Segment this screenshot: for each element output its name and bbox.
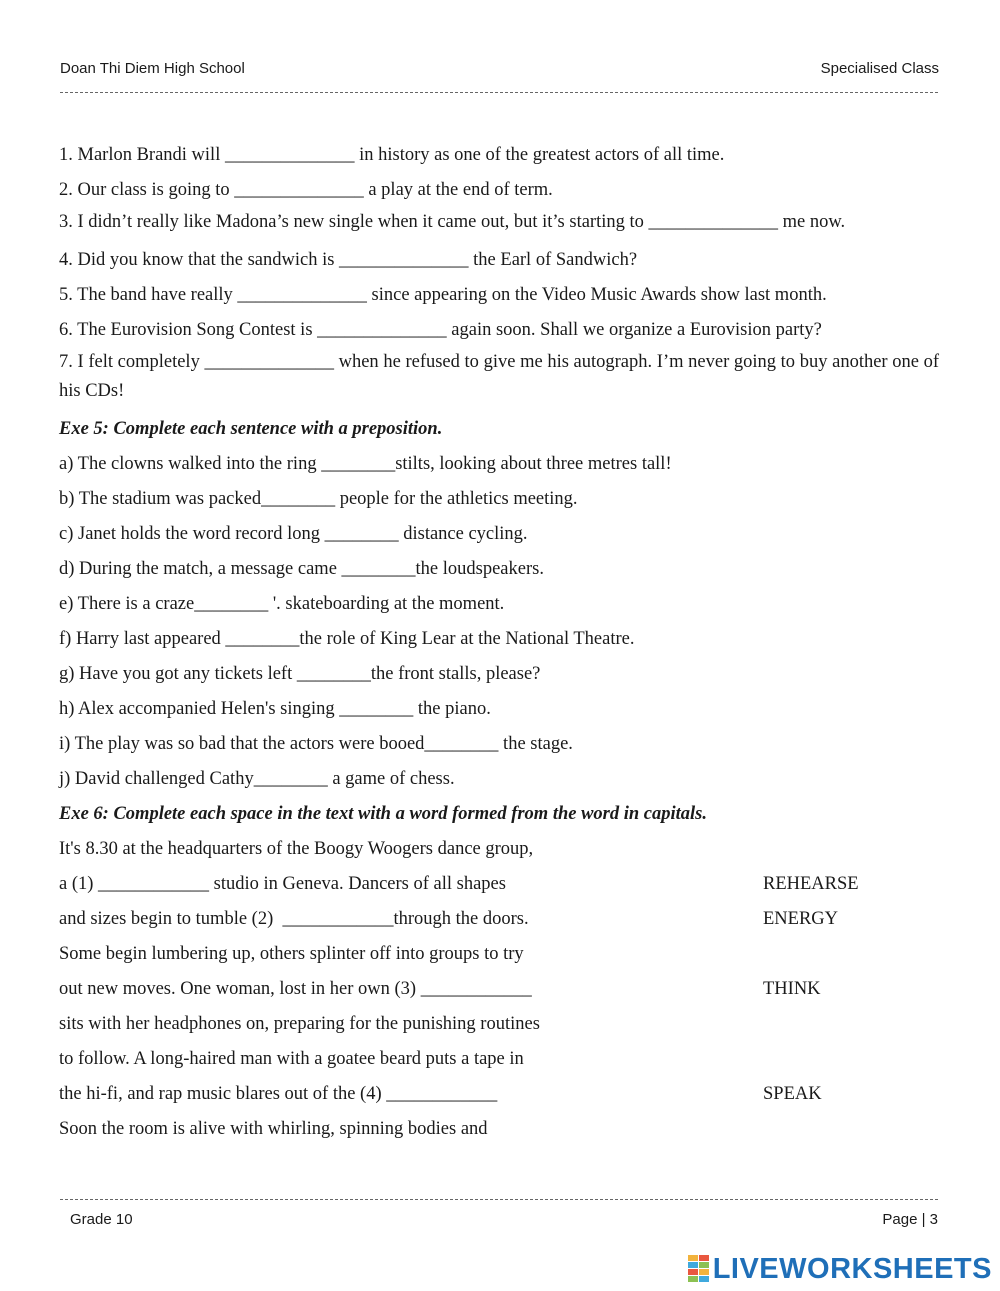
ex6-heading: Exe 6: Complete each space in the text with a word formed from the word in capitals.	[59, 804, 708, 824]
ex6-line	[59, 1112, 939, 1147]
ex6-line-text: sits with her headphones on, preparing for the punishing routines	[59, 1014, 540, 1034]
ex6-line	[59, 937, 939, 972]
ex5-item-e: e) There is a craze________ '. skateboarding at the moment.	[59, 594, 505, 614]
ex4-item-3: 3. I didn’t really like Madona’s new single when it came out, but it’s starting to ______________ me now.	[59, 212, 846, 232]
header-class: Specialised Class	[820, 60, 939, 77]
ex6-line-text: Some begin lumbering up, others splinter off into groups to try	[59, 944, 524, 964]
liveworksheets-brand	[688, 1252, 992, 1286]
ex6-line	[59, 1077, 939, 1112]
ex6-line	[59, 867, 939, 902]
ex4-item-4: 4. Did you know that the sandwich is ______________ the Earl of Sandwich?	[59, 250, 638, 270]
footer-grade: Grade 10	[70, 1211, 133, 1228]
ex5-item-i: i) The play was so bad that the actors were booed________ the stage.	[59, 734, 573, 754]
ex6-line	[59, 902, 939, 937]
ex6-line-text: It's 8.30 at the headquarters of the Boogy Woogers dance group,	[59, 839, 534, 859]
ex5-item-d: d) During the match, a message came ________the loudspeakers.	[59, 559, 544, 579]
ex6-line-text: Soon the room is alive with whirling, spinning bodies and	[59, 1119, 488, 1139]
ex6-line	[59, 1007, 939, 1042]
ex5-item-b: b) The stadium was packed________ people for the athletics meeting.	[59, 489, 578, 509]
ex5-item-c: c) Janet holds the word record long ________ distance cycling.	[59, 524, 528, 544]
ex4-item-6: 6. The Eurovision Song Contest is ______________ again soon. Shall we organize a Eurovision party?	[59, 320, 822, 340]
ex6-line-text: a (1) ____________ studio in Geneva. Dancers of all shapes	[59, 874, 506, 894]
liveworksheets-logo-icon	[688, 1255, 710, 1283]
ex5-item-g: g) Have you got any tickets left ________the front stalls, please?	[59, 664, 541, 684]
ex6-line	[59, 1042, 939, 1077]
ex4-item-2: 2. Our class is going to ______________ a play at the end of term.	[59, 180, 553, 200]
ex6-capital-word: THINK	[763, 979, 821, 999]
ex5-item-f: f) Harry last appeared ________the role of King Lear at the National Theatre.	[59, 629, 635, 649]
liveworksheets-wordmark: LIVEWORKSHEETS	[712, 1252, 992, 1285]
ex4-item-1: 1. Marlon Brandi will ______________ in history as one of the greatest actors of all time.	[59, 145, 725, 165]
ex5-item-j: j) David challenged Cathy________ a game of chess.	[59, 769, 455, 789]
ex6-line-text: the hi-fi, and rap music blares out of the (4) ____________	[59, 1084, 498, 1104]
ex5-heading: Exe 5: Complete each sentence with a preposition.	[59, 419, 443, 439]
footer-divider	[60, 1199, 938, 1200]
ex6-line	[59, 972, 939, 1007]
ex6-capital-word: ENERGY	[763, 909, 839, 929]
ex6-capital-word: REHEARSE	[763, 874, 859, 894]
ex6-line-text: to follow. A long-haired man with a goatee beard puts a tape in	[59, 1049, 524, 1069]
footer-page-number: Page | 3	[882, 1211, 938, 1228]
header-school: Doan Thi Diem High School	[60, 60, 245, 77]
ex6-line	[59, 832, 939, 867]
header-divider	[60, 92, 938, 93]
ex6-line-text: and sizes begin to tumble (2) ____________through the doors.	[59, 909, 529, 929]
ex6-capital-word: SPEAK	[763, 1084, 822, 1104]
worksheet-body	[59, 138, 939, 1147]
ex4-item-5: 5. The band have really ______________ since appearing on the Video Music Awards show last month.	[59, 285, 827, 305]
ex4-item-7: 7. I felt completely ______________ when he refused to give me his autograph. I’m never going to buy another one of his CDs!	[59, 352, 939, 401]
ex5-item-h: h) Alex accompanied Helen's singing ________ the piano.	[59, 699, 491, 719]
ex6-line-text: out new moves. One woman, lost in her own (3) ____________	[59, 979, 532, 999]
ex5-item-a: a) The clowns walked into the ring ________stilts, looking about three metres tall!	[59, 454, 672, 474]
